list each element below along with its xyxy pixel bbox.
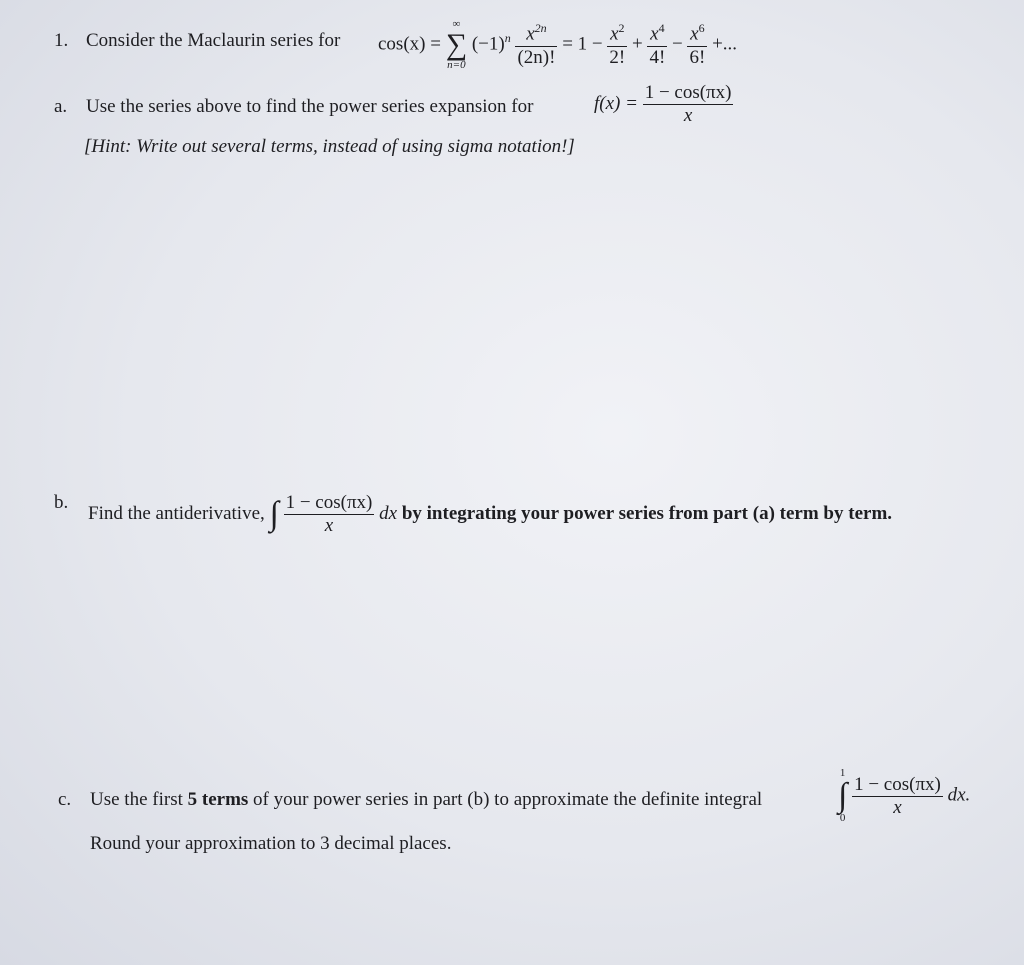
- general-term-x: x: [526, 23, 535, 45]
- plus-sign: +: [631, 33, 643, 55]
- equals-one-minus: = 1 −: [562, 33, 603, 55]
- part-b-fraction: [284, 492, 375, 537]
- part-c-label: c.: [58, 789, 72, 810]
- maclaurin-cos-formula: [378, 19, 737, 71]
- integral-icon: ∫: [838, 777, 848, 814]
- integral-with-limits: [838, 768, 847, 824]
- integral-icon: ∫: [269, 495, 279, 533]
- part-c-round-text: Round your approximation to 3 decimal places.: [90, 833, 452, 854]
- problem-1-text: Consider the Maclaurin series for: [86, 30, 341, 51]
- x2-base: x: [610, 23, 619, 45]
- definite-integral: [838, 768, 970, 824]
- part-b-text: [88, 492, 892, 537]
- problem-number: 1.: [54, 30, 69, 51]
- x4-exponent: 4: [658, 21, 665, 36]
- part-c-fraction: [852, 774, 943, 819]
- part-b-denominator: x: [284, 514, 375, 537]
- part-b-label: b.: [54, 492, 69, 513]
- term-x4-denominator: 4!: [649, 46, 666, 68]
- minus-sign: −: [672, 33, 683, 55]
- cos-lhs: cos(x) =: [378, 33, 441, 55]
- series-tail: +...: [712, 33, 738, 55]
- x4-base: x: [650, 23, 659, 45]
- part-b-numerator: 1 − cos(πx): [285, 492, 373, 513]
- x6-base: x: [690, 23, 699, 45]
- part-c-bold-terms: 5 terms: [187, 789, 249, 810]
- part-b-text-after: by integrating your power series from part (a) term by term.: [401, 502, 893, 524]
- part-a-numerator: 1 − cos(πx): [644, 82, 732, 103]
- part-c-text-2: of your power series in part (b) to approximate the definite integral: [253, 789, 763, 810]
- part-c-dx: dx.: [947, 784, 971, 806]
- part-a-function: [594, 82, 733, 127]
- part-b-text-before: Find the antiderivative,: [88, 502, 265, 524]
- lower-limit: 0: [839, 812, 846, 824]
- neg-one: (−1): [471, 33, 505, 55]
- upper-limit: 1: [839, 767, 846, 779]
- term-x2-fraction: [607, 21, 627, 68]
- sum-upper-limit: ∞: [452, 18, 461, 30]
- part-b-dx: dx: [379, 502, 398, 524]
- term-x2-denominator: 2!: [609, 46, 626, 68]
- part-c-text-1: Use the first: [90, 789, 183, 810]
- part-a-hint: [Hint: Write out several terms, instead of using sigma notation!]: [84, 136, 575, 157]
- part-c-denominator: x: [852, 796, 943, 819]
- general-term-exponent: 2n: [534, 21, 547, 36]
- sigma-icon: ∑: [445, 28, 468, 61]
- part-a-denominator: x: [643, 104, 734, 127]
- term-x6-denominator: 6!: [689, 46, 706, 68]
- sum-lower-limit: n=0: [447, 59, 466, 71]
- part-a-fraction: [643, 82, 734, 127]
- term-x6-fraction: [687, 21, 707, 68]
- f-lhs: f(x) =: [594, 92, 638, 114]
- part-c-text: [90, 789, 762, 811]
- x2-exponent: 2: [618, 21, 625, 36]
- part-c-numerator: 1 − cos(πx): [854, 773, 941, 795]
- term-x4-fraction: [647, 21, 667, 68]
- part-a-label: a.: [54, 96, 68, 117]
- neg-one-exponent: n: [504, 31, 511, 46]
- general-term-denominator: (2n)!: [517, 46, 556, 68]
- x6-exponent: 6: [698, 21, 705, 36]
- general-term-fraction: [515, 21, 557, 68]
- part-a-text: Use the series above to find the power series expansion for: [86, 96, 534, 117]
- sigma-sum: [446, 19, 467, 71]
